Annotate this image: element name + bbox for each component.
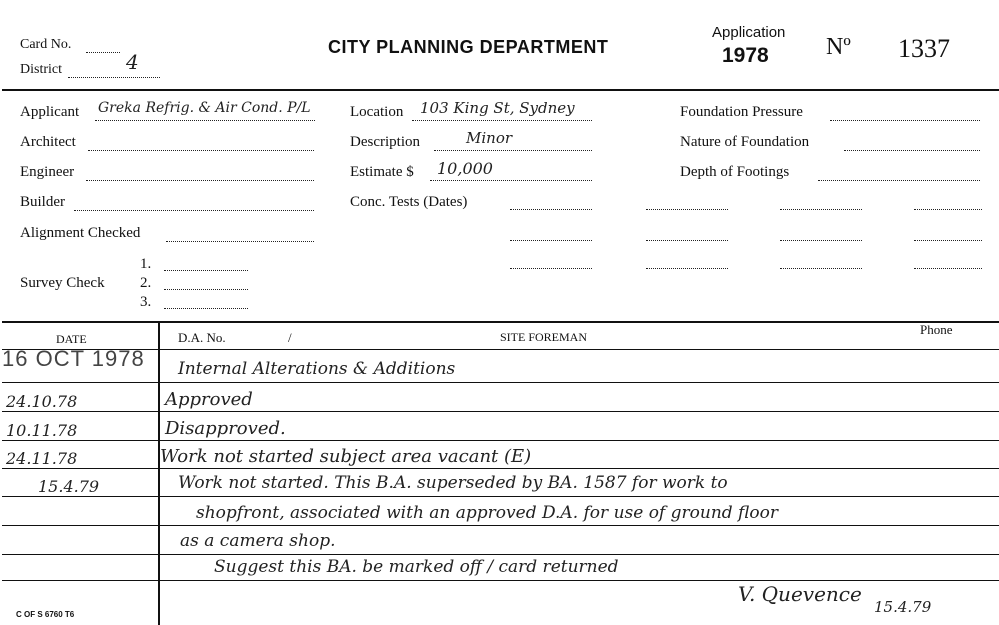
estimate-label: Estimate $ <box>350 164 414 180</box>
survey-line-1 <box>164 270 248 271</box>
conc-test-line <box>780 268 862 269</box>
application-year: 1978 <box>722 44 769 67</box>
survey-num-3: 3. <box>140 294 152 310</box>
estimate-value: 10,000 <box>437 159 493 178</box>
conc-test-line <box>510 209 592 210</box>
entry-date: 15.4.79 <box>38 477 100 496</box>
entry-text: Approved <box>165 389 253 410</box>
alignment-label: Alignment Checked <box>20 225 141 241</box>
conc-test-line <box>914 209 982 210</box>
entry-text: Disapproved. <box>165 418 286 439</box>
nature-foundation-line <box>844 150 980 151</box>
form-code: C OF S 6760 T6 <box>16 610 75 619</box>
number-label: Nº <box>826 34 851 60</box>
row-rule <box>2 468 999 469</box>
conc-test-line <box>646 209 728 210</box>
signature-date: 15.4.79 <box>874 598 932 616</box>
builder-line <box>74 210 314 211</box>
description-value: Minor <box>466 129 513 147</box>
location-line <box>412 120 592 121</box>
survey-num-1: 1. <box>140 256 152 272</box>
builder-label: Builder <box>20 194 65 210</box>
entry-text: shopfront, associated with an approved D.A. for use of ground floor <box>196 503 778 523</box>
location-value: 103 King St, Sydney <box>420 99 575 117</box>
survey-line-3 <box>164 308 248 309</box>
row-rule <box>2 496 999 497</box>
row-rule <box>2 525 999 526</box>
entry-text: Suggest this BA. be marked off / card returned <box>214 557 619 577</box>
conc-test-line <box>780 209 862 210</box>
district-line <box>68 77 160 78</box>
entry-date-stamp: 16 OCT 1978 <box>2 346 145 371</box>
district-value: 4 <box>126 50 139 74</box>
entry-text: Internal Alterations & Additions <box>178 359 456 379</box>
conc-test-line <box>914 240 982 241</box>
log-header-rule <box>2 349 999 350</box>
entry-date: 10.11.78 <box>6 421 78 440</box>
entry-date: 24.10.78 <box>6 392 78 411</box>
foundation-pressure-label: Foundation Pressure <box>680 104 803 120</box>
da-slash: / <box>288 330 292 345</box>
description-label: Description <box>350 134 420 150</box>
location-label: Location <box>350 104 404 120</box>
survey-line-2 <box>164 289 248 290</box>
row-rule <box>2 440 999 441</box>
row-rule <box>2 554 999 555</box>
row-rule <box>2 580 999 581</box>
applicant-value: Greka Refrig. & Air Cond. P/L <box>98 100 311 116</box>
applicant-label: Applicant <box>20 104 80 120</box>
survey-label: Survey Check <box>20 275 105 291</box>
application-label: Application <box>712 24 786 41</box>
architect-line <box>88 150 314 151</box>
application-number: 1337 <box>898 34 950 63</box>
description-line <box>434 150 592 151</box>
top-rule <box>2 89 999 91</box>
foundation-pressure-line <box>830 120 980 121</box>
survey-num-2: 2. <box>140 275 152 291</box>
foreman-header: SITE FOREMAN <box>500 330 588 344</box>
applicant-line <box>95 120 315 121</box>
depth-footings-label: Depth of Footings <box>680 164 790 180</box>
da-header: D.A. No. <box>178 330 226 345</box>
signature: V. Quevence <box>738 582 862 606</box>
entry-date: 24.11.78 <box>6 449 78 468</box>
card-no-label: Card No. <box>20 37 72 52</box>
entry-text: as a camera shop. <box>180 531 336 551</box>
conc-test-line <box>914 268 982 269</box>
conc-tests-label: Conc. Tests (Dates) <box>350 194 468 210</box>
conc-test-line <box>780 240 862 241</box>
row-rule <box>2 411 999 412</box>
engineer-label: Engineer <box>20 164 75 180</box>
row-rule <box>2 382 999 383</box>
alignment-line <box>166 241 314 242</box>
conc-test-line <box>646 240 728 241</box>
date-header: DATE <box>56 332 87 346</box>
architect-label: Architect <box>20 134 76 150</box>
depth-footings-line <box>818 180 980 181</box>
card-no-line <box>86 52 120 53</box>
department-title: CITY PLANNING DEPARTMENT <box>328 37 609 57</box>
conc-test-line <box>646 268 728 269</box>
estimate-line <box>430 180 592 181</box>
engineer-line <box>86 180 314 181</box>
district-label: District <box>20 62 62 77</box>
phone-header: Phone <box>920 322 953 337</box>
entry-text: Work not started subject area vacant (E) <box>160 446 532 467</box>
conc-test-line <box>510 268 592 269</box>
entry-text: Work not started. This B.A. superseded by BA. 1587 for work to <box>178 473 728 493</box>
nature-foundation-label: Nature of Foundation <box>680 134 810 150</box>
log-top-rule <box>2 321 999 323</box>
conc-test-line <box>510 240 592 241</box>
